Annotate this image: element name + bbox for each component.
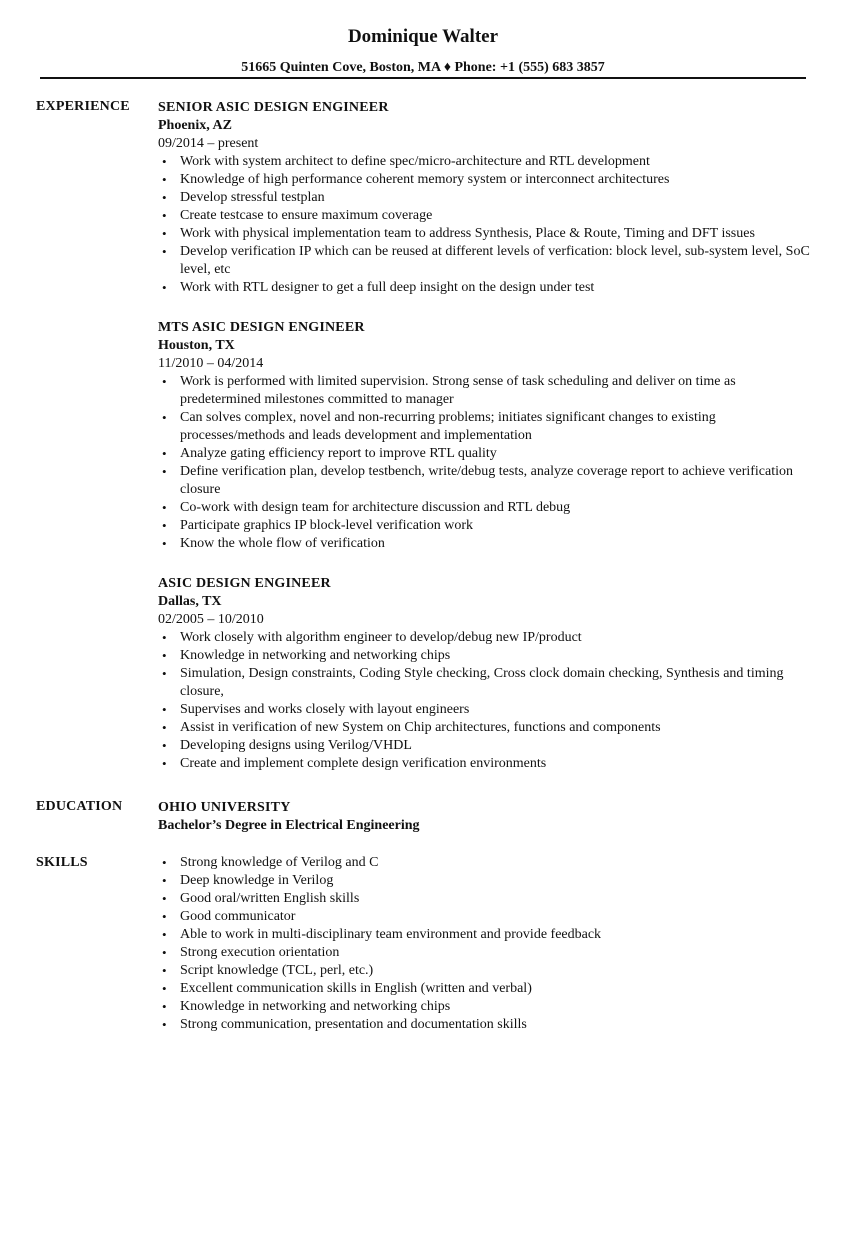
bullet-item: • Analyze gating efficiency report to improve RTL quality (158, 445, 810, 463)
bullet-item: • Work is performed with limited supervision. Strong sense of task scheduling and deliver on time as predetermined milestones committed to manager (158, 373, 810, 409)
job-dates: 09/2014 – present (158, 136, 259, 151)
skill-item: • Knowledge in networking and networking chips (158, 998, 810, 1016)
job-title: ASIC DESIGN ENGINEER (158, 576, 331, 591)
bullet-item: • Develop verification IP which can be reused at different levels of verfication: block level, sub-system level, SoC level, etc (158, 243, 810, 279)
candidate-name: Dominique Walter (347, 26, 499, 47)
bullet-item: • Define verification plan, develop testbench, write/debug tests, analyze coverage report to achieve verification closure (158, 463, 810, 499)
bullet-item: • Create and implement complete design verification environments (158, 755, 810, 773)
bullet-item: • Knowledge of high performance coherent memory system or interconnect architectures (158, 171, 810, 189)
bullet-item: • Developing designs using Verilog/VHDL (158, 737, 810, 755)
bullet-item: • Co-work with design team for architecture discussion and RTL debug (158, 499, 810, 517)
contact-line: 51665 Quinten Cove, Boston, MA ♦ Phone: +1 (555) 683 3857 (241, 60, 605, 75)
bullet-item: • Knowledge in networking and networking chips (158, 647, 810, 665)
bullet-item: • Participate graphics IP block-level verification work (158, 517, 810, 535)
job-bullets (158, 373, 810, 553)
skill-item: • Strong knowledge of Verilog and C (158, 854, 810, 872)
bullet-item: • Develop stressful testplan (158, 189, 810, 207)
skill-item: • Good communicator (158, 908, 810, 926)
job-entry (158, 575, 810, 773)
bullet-item: • Work closely with algorithm engineer to develop/debug new IP/product (158, 629, 810, 647)
job-title: SENIOR ASIC DESIGN ENGINEER (158, 100, 389, 115)
job-bullets (158, 153, 810, 297)
bullet-item: • Supervises and works closely with layout engineers (158, 701, 810, 719)
bullet-item: • Can solves complex, novel and non-recurring problems; initiates significant changes to existing processes/methods and leads development and implementation (158, 409, 810, 445)
bullet-item: • Know the whole flow of verification (158, 535, 810, 553)
bullet-item: • Create testcase to ensure maximum coverage (158, 207, 810, 225)
job-title: MTS ASIC DESIGN ENGINEER (158, 320, 365, 335)
skill-item: • Strong communication, presentation and documentation skills (158, 1016, 810, 1034)
bullet-item: • Work with RTL designer to get a full deep insight on the design under test (158, 279, 810, 297)
job-location: Phoenix, AZ (158, 118, 232, 133)
education-entry (158, 799, 810, 835)
section-heading-experience: EXPERIENCE (36, 99, 130, 114)
skill-item: • Good oral/written English skills (158, 890, 810, 908)
job-entry (158, 319, 810, 553)
skill-item: • Script knowledge (TCL, perl, etc.) (158, 962, 810, 980)
bullet-item: • Simulation, Design constraints, Coding Style checking, Cross clock domain checking, Synthesis and timing closure, (158, 665, 810, 701)
job-location: Houston, TX (158, 338, 235, 353)
bullet-item: • Work with system architect to define spec/micro-architecture and RTL development (158, 153, 810, 171)
skills-list (158, 854, 810, 1034)
section-heading-education: EDUCATION (36, 799, 123, 814)
job-location: Dallas, TX (158, 594, 222, 609)
skill-item: • Excellent communication skills in English (written and verbal) (158, 980, 810, 998)
job-dates: 11/2010 – 04/2014 (158, 356, 264, 371)
bullet-item: • Work with physical implementation team to address Synthesis, Place & Route, Timing and DFT issues (158, 225, 810, 243)
school-name: OHIO UNIVERSITY (158, 800, 291, 815)
section-heading-skills: SKILLS (36, 855, 88, 870)
bullet-item: • Assist in verification of new System on Chip architectures, functions and components (158, 719, 810, 737)
skill-item: • Able to work in multi-disciplinary team environment and provide feedback (158, 926, 810, 944)
degree: Bachelor’s Degree in Electrical Engineering (158, 818, 420, 833)
job-dates: 02/2005 – 10/2010 (158, 612, 264, 627)
skills-entry (158, 854, 810, 1034)
skill-item: • Strong execution orientation (158, 944, 810, 962)
header-divider (40, 77, 806, 79)
job-bullets (158, 629, 810, 773)
job-entry (158, 99, 810, 297)
skill-item: • Deep knowledge in Verilog (158, 872, 810, 890)
